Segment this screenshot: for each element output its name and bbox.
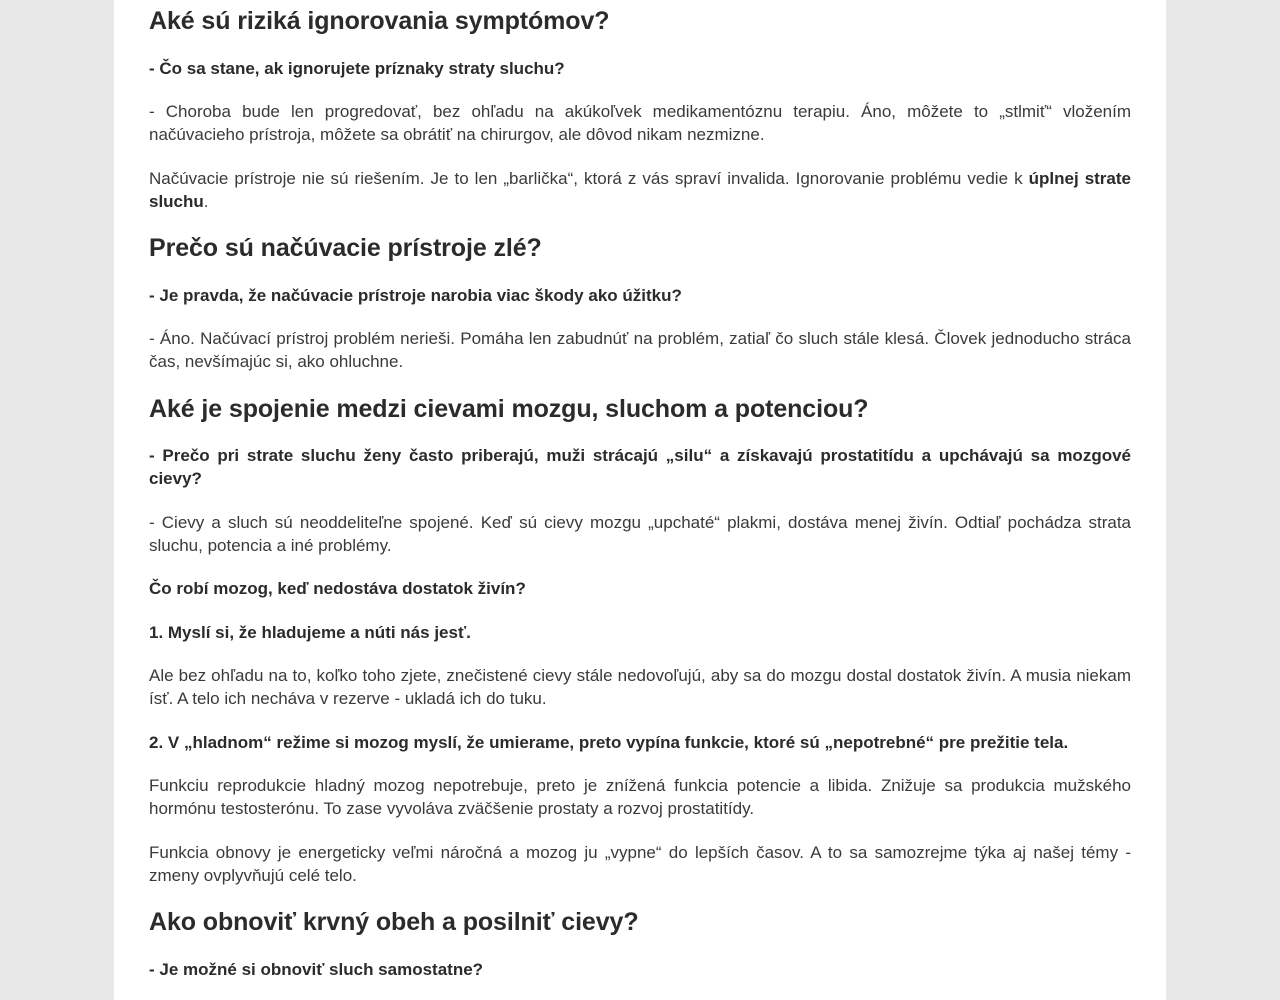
question: 2. V „hladnom“ režime si mozog myslí, že umierame, preto vypína funkcie, ktoré sú „nepotrebné“ pre prežitie tela. (149, 733, 1069, 752)
paragraph (149, 167, 1131, 214)
section-heading: Prečo sú načúvacie prístroje zlé? (149, 234, 542, 262)
paragraph-text: Načúvacie prístroje nie sú riešením. Je to len „barlička“, ktorá z vás spraví invalida. Ignorovanie problému vedie k (149, 169, 1029, 188)
paragraph: - Áno. Načúvací prístroj problém nerieši. Pomáha len zabudnúť na problém, zatiaľ čo sluch stále klesá. Človek jednoducho stráca čas, nevšímajúc si, ako ohluchne. (149, 329, 1131, 372)
question: 1. Myslí si, že hladujeme a núti nás jesť. (149, 623, 471, 642)
paragraph: - Choroba bude len progredovať, bez ohľadu na akúkoľvek medikamentóznu terapiu. Áno, môžete to „stlmiť“ vložením načúvacieho prístroja, môžete sa obrátiť na chirurgov, ale dôvod nikam nezmizne. (149, 102, 1131, 145)
paragraph: - Cievy a sluch sú neoddeliteľne spojené. Keď sú cievy mozgu „upchaté“ plakmi, dostáva menej živín. Odtiaľ pochádza strata sluchu, potencia a iné problémy. (149, 513, 1131, 556)
question: - Prečo pri strate sluchu ženy často priberajú, muži strácajú „silu“ a získavajú prostatitídu a upchávajú sa mozgové cievy? (149, 446, 1131, 489)
article-page (114, 0, 1166, 1000)
paragraph-bold: úplnej strate sluchu (149, 169, 1131, 212)
question: Čo robí mozog, keď nedostáva dostatok živín? (149, 579, 526, 598)
section-heading: Ako obnoviť krvný obeh a posilniť cievy? (149, 908, 639, 936)
question: - Je pravda, že načúvacie prístroje narobia viac škody ako úžitku? (149, 286, 682, 305)
section-heading: Aké je spojenie medzi cievami mozgu, sluchom a potenciou? (149, 395, 869, 423)
section-heading: Aké sú riziká ignorovania symptómov? (149, 7, 610, 35)
question: - Je možné si obnoviť sluch samostatne? (149, 960, 484, 979)
paragraph-end: . (203, 192, 209, 212)
question: - Čo sa stane, ak ignorujete príznaky straty sluchu? (149, 59, 565, 78)
paragraph: Funkciu reprodukcie hladný mozog nepotrebuje, preto je znížená funkcia potencie a libida. Znižuje sa produkcia mužského hormónu testosterónu. To zase vyvoláva zväčšenie prostaty a rozvoj prostatitídy. (149, 776, 1131, 819)
paragraph: Ale bez ohľadu na to, koľko toho zjete, znečistené cievy stále nedovoľujú, aby sa do mozgu dostal dostatok živín. A musia niekam ísť. A telo ich necháva v rezerve - ukladá ich do tuku. (149, 666, 1131, 709)
paragraph: Funkcia obnovy je energeticky veľmi náročná a mozog ju „vypne“ do lepších časov. A to sa samozrejme týka aj našej témy - zmeny ovplyvňujú celé telo. (149, 843, 1131, 886)
